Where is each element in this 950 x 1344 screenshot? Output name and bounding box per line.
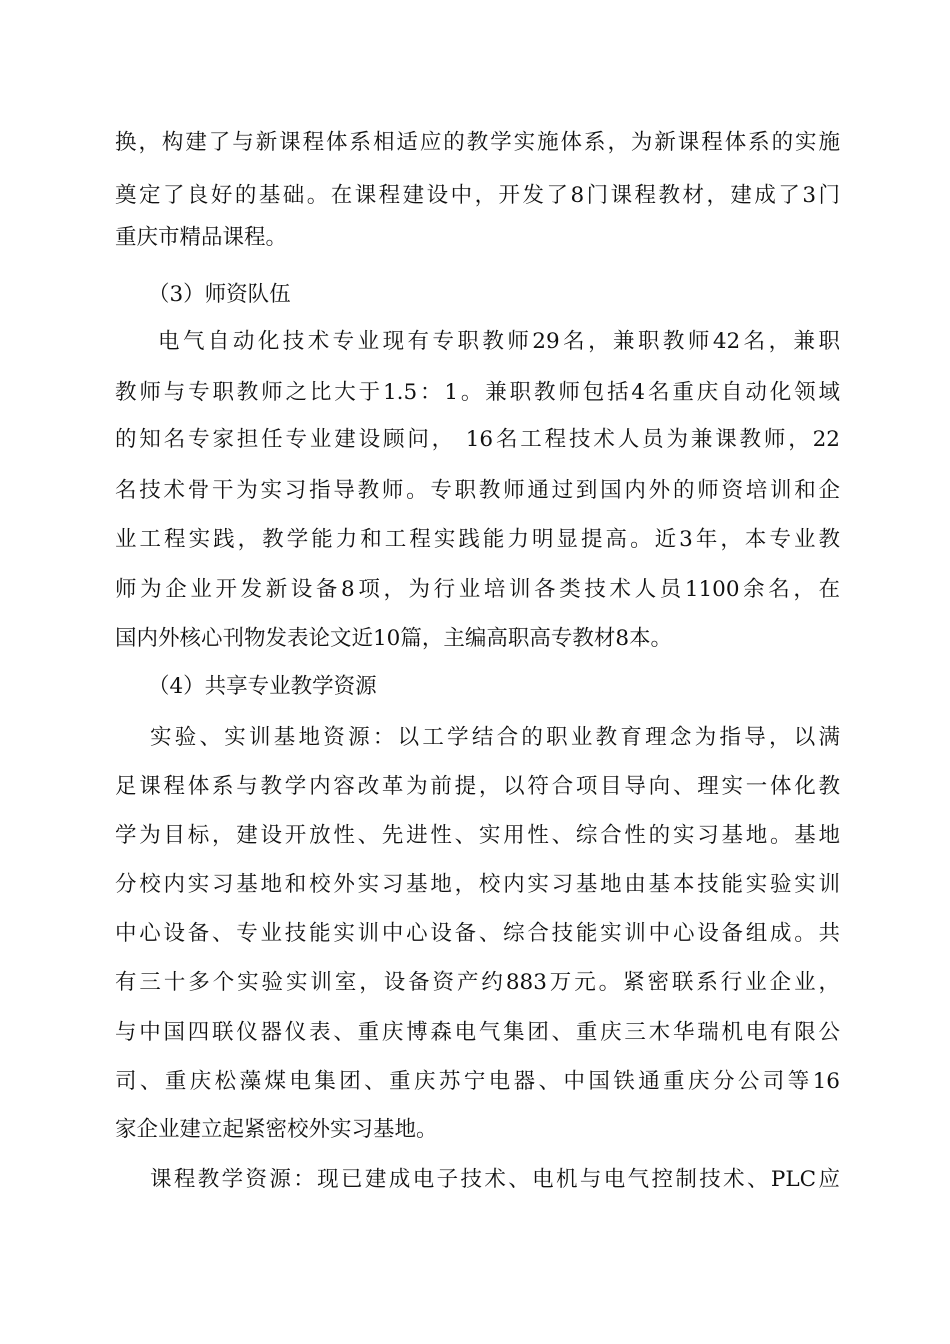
paragraph-line: 的知名专家担任专业建设顾问， 16名工程技术人员为兼课教师，22: [115, 427, 840, 452]
paragraph-line: 实验、实训基地资源：以工学结合的职业教育理念为指导，以满: [150, 725, 840, 750]
paragraph-line: 教师与专职教师之比大于1.5：1。兼职教师包括4名重庆自动化领域: [115, 380, 840, 405]
paragraph-line: 司、重庆松藻煤电集团、重庆苏宁电器、中国铁通重庆分公司等16: [115, 1069, 840, 1094]
paragraph-line: 学为目标，建设开放性、先进性、实用性、综合性的实习基地。基地: [115, 823, 840, 848]
paragraph-line: 国内外核心刊物发表论文近10篇，主编高职高专教材8本。: [115, 626, 673, 651]
paragraph-line: 名技术骨干为实习指导教师。专职教师通过到国内外的师资培训和企: [115, 478, 840, 503]
paragraph-line: 中心设备、专业技能实训中心设备、综合技能实训中心设备组成。共: [115, 921, 840, 946]
paragraph-line: 分校内实习基地和校外实习基地，校内实习基地由基本技能实验实训: [115, 872, 840, 897]
paragraph-line: 有三十多个实验实训室，设备资产约883万元。紧密联系行业企业，: [115, 970, 840, 995]
section-heading: （4）共享专业教学资源: [148, 674, 377, 699]
paragraph-line: 与中国四联仪器仪表、重庆博森电气集团、重庆三木华瑞机电有限公: [115, 1020, 840, 1045]
paragraph-line: 课程教学资源：现已建成电子技术、电机与电气控制技术、PLC应: [150, 1167, 840, 1192]
paragraph-line: 足课程体系与教学内容改革为前提，以符合项目导向、理实一体化教: [115, 774, 840, 799]
paragraph-line: 家企业建立起紧密校外实习基地。: [115, 1117, 438, 1142]
section-heading: （3）师资队伍: [148, 282, 291, 307]
paragraph-line: 业工程实践，教学能力和工程实践能力明显提高。近3年，本专业教: [115, 527, 840, 552]
paragraph-line: 奠定了良好的基础。在课程建设中，开发了8门课程教材，建成了3门: [115, 183, 840, 208]
paragraph-line: 电气自动化技术专业现有专职教师29名，兼职教师42名，兼职: [158, 329, 840, 354]
paragraph-line: 师为企业开发新设备8项，为行业培训各类技术人员1100余名，在: [115, 577, 840, 602]
paragraph-line: 换，构建了与新课程体系相适应的教学实施体系，为新课程体系的实施: [115, 130, 840, 155]
paragraph-line: 重庆市精品课程。: [115, 225, 288, 250]
